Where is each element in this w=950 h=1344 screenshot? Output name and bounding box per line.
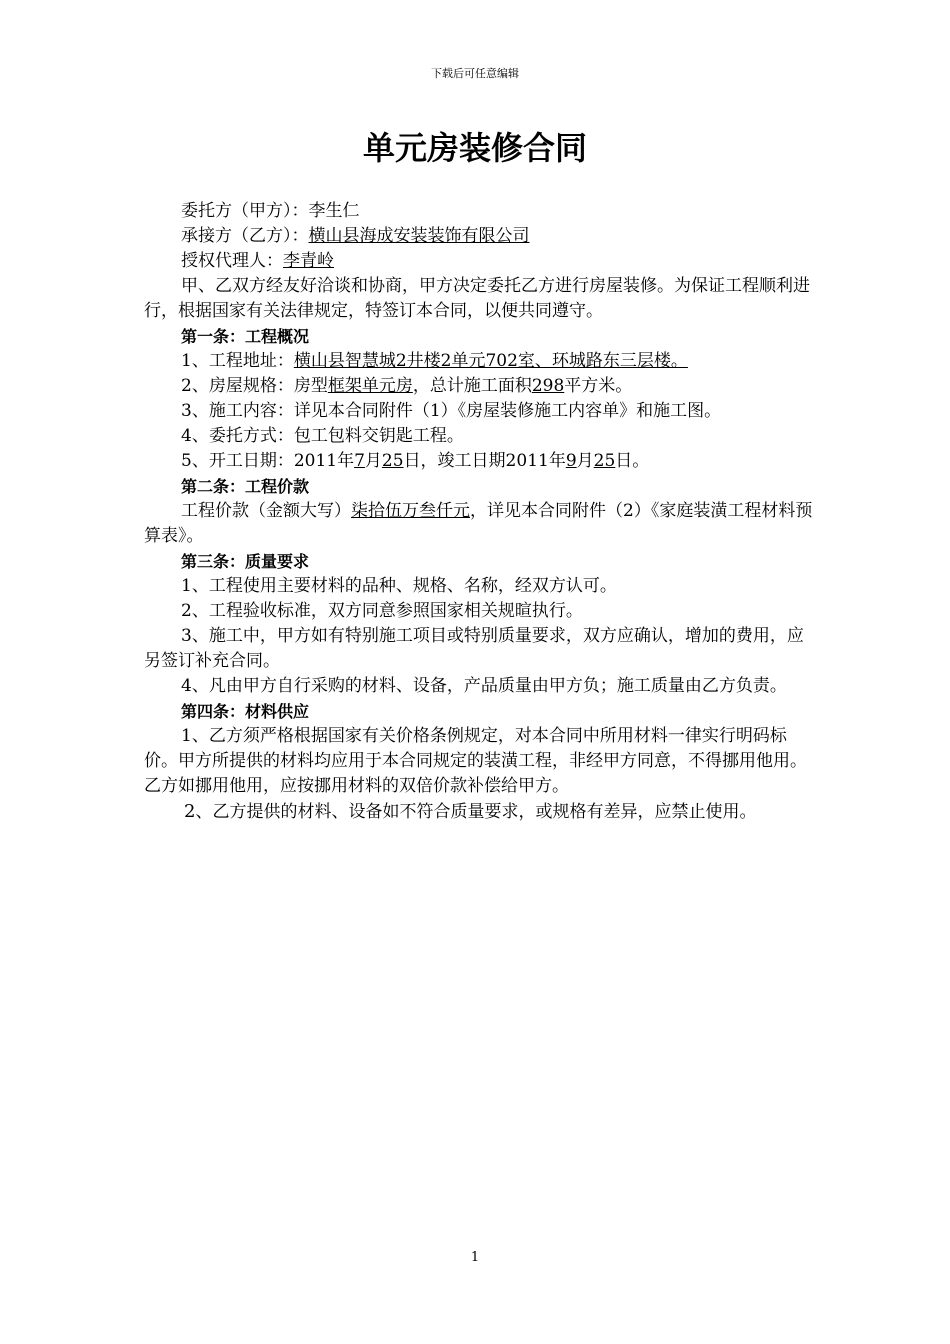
item-text: 5、开工日期：2011年 [181,451,355,471]
client-label: 委托方（甲方）： [181,201,309,221]
item-text: 月 [364,451,382,471]
price-amount: 柒拾伍万叁仟元 [351,501,470,521]
contractor-label: 承接方（乙方）： [181,226,309,246]
item-text: 日，竣工日期2011年 [403,451,566,471]
article4-item1: 1、乙方须严格根据国家有关价格条例规定，对本合同中所用材料一律实行明码标价。甲方所提供的材料均应用于本合同规定的装潢工程，非经甲方同意，不得挪用他用。乙方如挪用他用，应按挪用材料的双倍价款补偿给甲方。 [144,726,807,796]
start-month: 7 [354,451,365,471]
item-text: 工程价款（金额大写） [181,501,351,521]
start-day: 25 [381,451,404,471]
item-text: 日。 [615,451,650,471]
article1-heading: 第一条：工程概况 [181,327,310,346]
house-type: 框架单元房 [327,376,413,396]
preamble: 甲、乙双方经友好洽谈和协商，甲方决定委托乙方进行房屋装修。为保证工程顺利进行，根据国家有关法律规定，特签订本合同，以便共同遵守。 [144,276,810,321]
contract-body [144,199,814,825]
article3-item4: 4、凡由甲方自行采购的材料、设备，产品质量由甲方负；施工质量由乙方负责。 [181,676,787,696]
construction-area: 298 [531,376,565,396]
article1-item4: 4、委托方式：包工包料交钥匙工程。 [181,426,464,446]
contractor-name: 横山县海成安装装饰有限公司 [308,226,530,246]
end-month: 9 [565,451,577,471]
item-text: 、乙方提供的材料、设备如不符合质量要求，或规格有差异，应禁止使用。 [195,802,757,822]
item-text: 平方米。 [564,376,633,396]
project-address: 横山县智慧城2井楼2单元702室、环城路东三层楼。 [293,351,688,371]
agent-name: 李青岭 [283,251,334,271]
item-text: 2、房屋规格：房型 [181,376,328,396]
article3-heading: 第三条：质量要求 [181,552,310,571]
article3-item1: 1、工程使用主要材料的品种、规格、名称，经双方认可。 [181,576,617,596]
page-number: 1 [470,1250,480,1265]
article1-item2 [144,374,814,399]
item-text: ，详见本合同附件（2）《家庭装潢工程材料预算表》。 [144,501,813,546]
article2-heading: 第二条：工程价款 [181,477,310,496]
article3-item3: 3、施工中，甲方如有特别施工项目或特别质量要求，双方应确认，增加的费用，应另签订补充合同。 [144,626,804,671]
article1-item1 [144,349,814,374]
end-day: 25 [593,451,616,471]
article2-text [144,499,814,549]
header-note: 下载后可任意编辑 [431,67,519,80]
article1-item5 [144,449,814,474]
client-name: 李生仁 [308,201,360,221]
article4-heading: 第四条：材料供应 [181,702,310,721]
contractor-line [144,224,814,249]
document-title: 单元房装修合同 [362,129,587,167]
agent-label: 授权代理人： [181,251,283,271]
item-number: 2 [184,801,196,822]
item-text: 月 [576,451,594,471]
client-line [144,199,814,224]
agent-line [144,249,814,274]
article3-item2: 2、工程验收标准，双方同意参照国家相关规暄执行。 [181,601,583,621]
article1-item3: 3、施工内容：详见本合同附件（1）《房屋装修施工内容单》和施工图。 [181,401,722,421]
item-label: 1、工程地址： [181,351,294,371]
item-text: ，总计施工面积 [412,376,532,396]
article4-item2 [144,799,814,825]
